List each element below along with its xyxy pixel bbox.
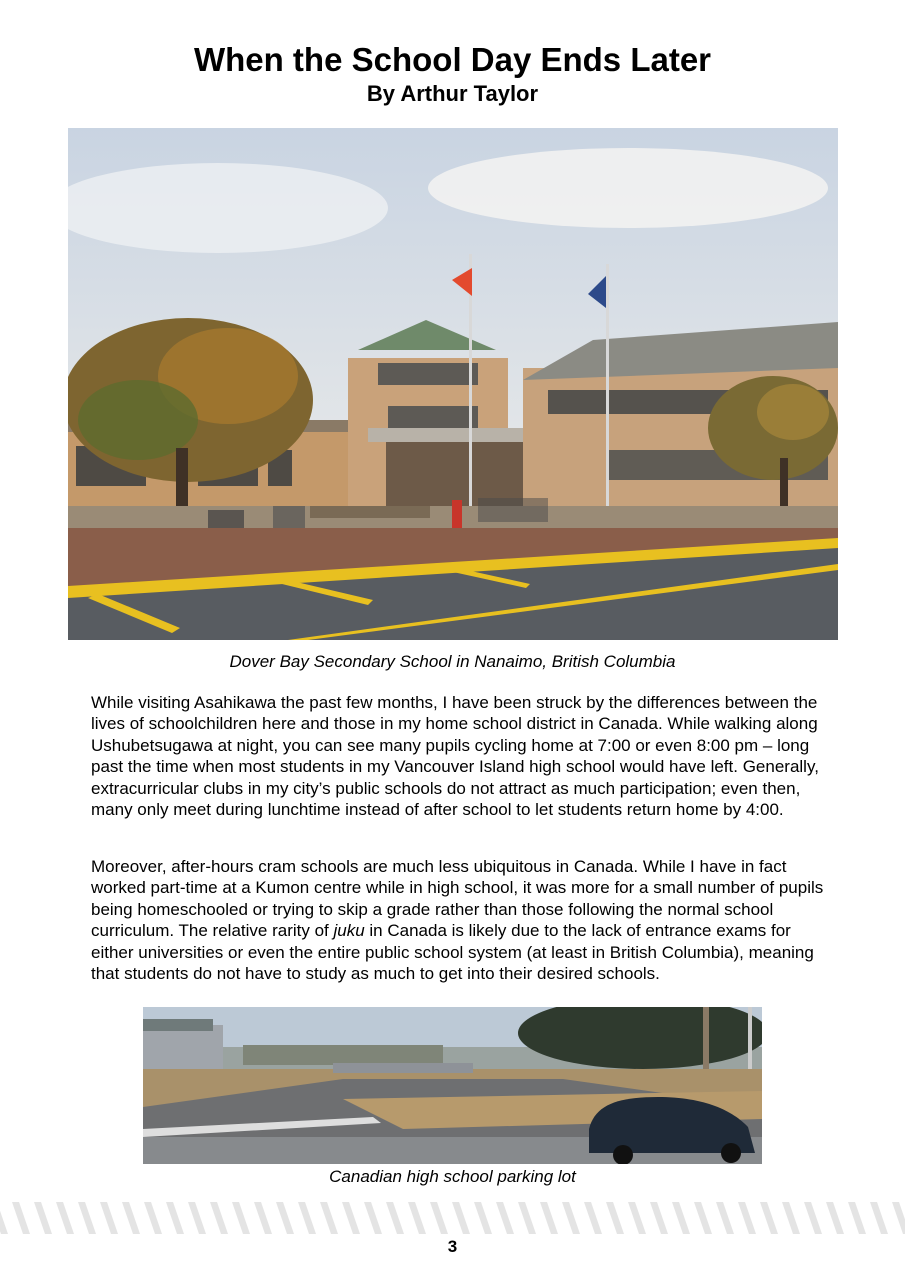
zigzag-stripe (364, 1202, 382, 1234)
zigzag-stripe (78, 1202, 96, 1234)
zigzag-stripe (540, 1202, 558, 1234)
zigzag-stripe (100, 1202, 118, 1234)
zigzag-stripe (34, 1202, 52, 1234)
zigzag-stripe (562, 1202, 580, 1234)
paragraph-2 (91, 856, 826, 984)
zigzag-stripe (606, 1202, 624, 1234)
paragraph-1: While visiting Asahikawa the past few months, I have been struck by the differences between the lives of schoolchildren here and those in my home school district in Canada. While walking along Ushubetsugawa at night, you can see many pupils cycling home at 7:00 or even 8:00 pm – long past the time when most students in my Vancouver Island high school would have left. Generally, extracurricular clubs in my city’s public schools do not attract as much participation; even then, many only meet during lunchtime instead of after school to let students return home by 4:00. (91, 693, 819, 820)
article-title: When the School Day Ends Later (193, 41, 712, 78)
zigzag-stripe (430, 1202, 448, 1234)
zigzag-stripe (870, 1202, 888, 1234)
zigzag-stripe (56, 1202, 74, 1234)
article-byline: By Arthur Taylor (366, 81, 539, 106)
zigzag-stripe (694, 1202, 712, 1234)
zigzag-stripe (474, 1202, 492, 1234)
zigzag-stripe (584, 1202, 602, 1234)
photo2-caption: Canadian high school parking lot (329, 1167, 576, 1186)
parking-lot-photo (143, 1007, 762, 1164)
zigzag-stripe (452, 1202, 470, 1234)
zigzag-stripe (276, 1202, 294, 1234)
zigzag-stripe (210, 1202, 228, 1234)
zigzag-divider (0, 1196, 905, 1240)
zigzag-stripe (760, 1202, 778, 1234)
school-building-photo (68, 128, 838, 640)
zigzag-stripe (848, 1202, 866, 1234)
zigzag-stripe (166, 1202, 184, 1234)
zigzag-stripe (408, 1202, 426, 1234)
zigzag-stripe (804, 1202, 822, 1234)
zigzag-stripe (254, 1202, 272, 1234)
zigzag-stripe (122, 1202, 140, 1234)
paragraph-2-text-after: in Canada is likely due to the lack of entrance exams for either universities or even the entire public school system (at least in British Columbia), meaning that students do not have to study as much to get into their desired schools. (91, 921, 814, 984)
zigzag-stripe (144, 1202, 162, 1234)
zigzag-stripe (672, 1202, 690, 1234)
zigzag-stripe (826, 1202, 844, 1234)
zigzag-stripe (628, 1202, 646, 1234)
zigzag-stripe (12, 1202, 30, 1234)
zigzag-stripe (738, 1202, 756, 1234)
zigzag-stripe (232, 1202, 250, 1234)
zigzag-stripe (782, 1202, 800, 1234)
paragraph-2-juku: juku (333, 921, 365, 941)
page-number: 3 (447, 1237, 458, 1256)
zigzag-stripe (342, 1202, 360, 1234)
zigzag-stripe (496, 1202, 514, 1234)
zigzag-stripe (892, 1202, 905, 1234)
photo1-caption: Dover Bay Secondary School in Nanaimo, British Columbia (229, 652, 676, 671)
zigzag-stripe (518, 1202, 536, 1234)
zigzag-stripe (650, 1202, 668, 1234)
zigzag-stripe (188, 1202, 206, 1234)
zigzag-stripe (320, 1202, 338, 1234)
zigzag-stripe (716, 1202, 734, 1234)
zigzag-stripe (298, 1202, 316, 1234)
zigzag-stripe (0, 1202, 8, 1234)
paragraph-2-text-before: Moreover, after-hours cram schools are much less ubiquitous in Canada. While I have in fact worked part-time at a Kumon centre while in high school, it was more for a small number of pupils being homeschooled or trying to skip a grade rather than those following the normal school curriculum. The relative rarity of (91, 857, 824, 941)
zigzag-stripe (386, 1202, 404, 1234)
